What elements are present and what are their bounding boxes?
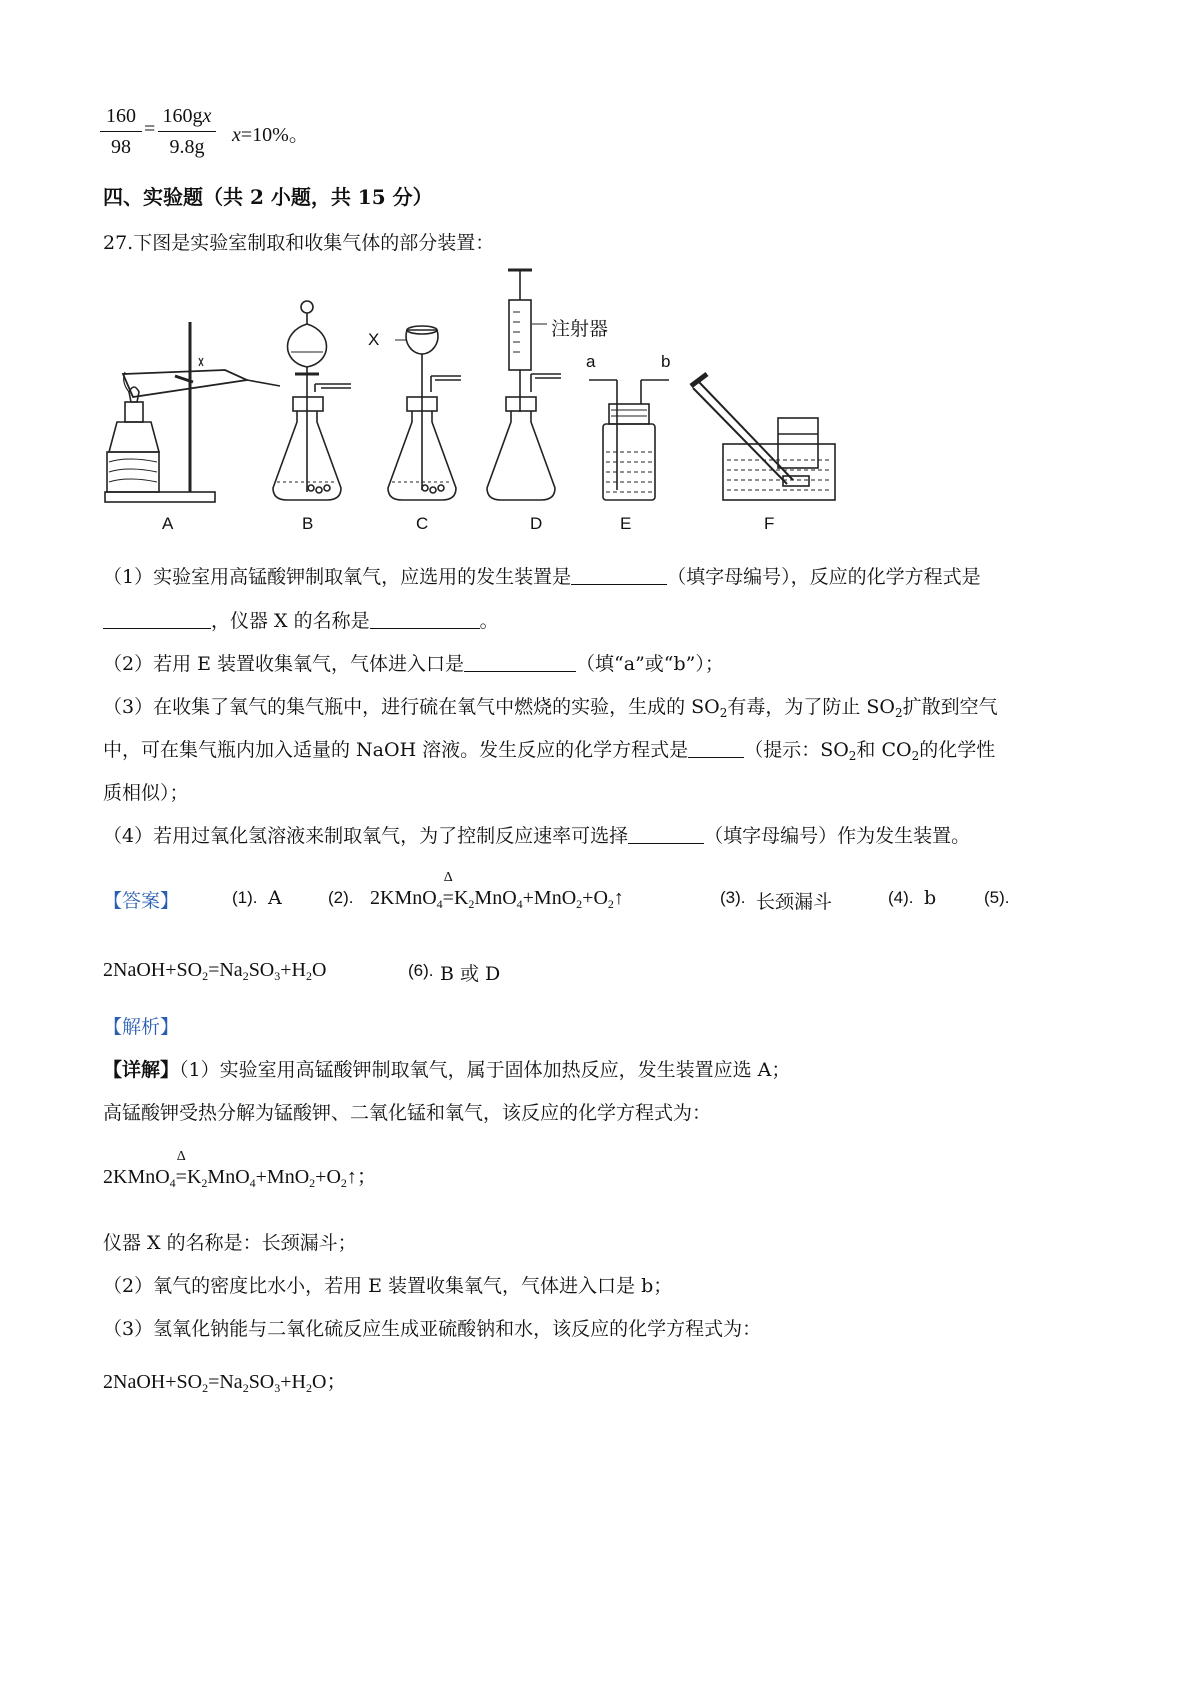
letter-f: F bbox=[764, 514, 775, 533]
section-heading: 四、实验题（共 2 小题，共 15 分） bbox=[103, 185, 433, 209]
question-27-stem: 27.下图是实验室制取和收集气体的部分装置： bbox=[103, 232, 495, 254]
answer-3-number: (3). bbox=[720, 888, 746, 907]
answer-4-value: b bbox=[924, 887, 937, 909]
fraction-numerator-2: 160gx bbox=[162, 105, 212, 127]
answer-6-value: B 或 D bbox=[440, 963, 501, 985]
question-part-1-line1: （1）实验室用高锰酸钾制取氧气，应选用的发生装置是 （填字母编号），反应的化学方程式是 bbox=[103, 566, 981, 588]
question-part-2: （2）若用 E 装置收集氧气，气体进入口是 （填“a”或“b”）； bbox=[103, 653, 724, 675]
fraction-denominator-2: 9.8g bbox=[169, 136, 205, 158]
label-a: a bbox=[586, 352, 596, 371]
answer-4-number: (4). bbox=[888, 888, 914, 907]
fraction-160gx-over-9.8g bbox=[158, 106, 216, 157]
letter-a: A bbox=[162, 514, 174, 533]
label-syringe: 注射器 bbox=[551, 319, 609, 340]
fraction-bar-2 bbox=[158, 131, 216, 132]
fraction-numerator: 160 bbox=[106, 105, 136, 127]
letter-c: C bbox=[416, 514, 429, 533]
answer-blank bbox=[628, 827, 704, 844]
letter-d: D bbox=[530, 514, 543, 533]
analysis-equation-1: 2KMnO$_4$ Δ $=K_2MnO_4+MnO_2+O_2↑$； bbox=[103, 1149, 377, 1190]
question-part-3-line2: 中，可在集气瓶内加入适量的 NaOH 溶液。发生反应的化学方程式是 （提示：$SO_2$和 $CO_2$的化学性 bbox=[103, 739, 996, 763]
apparatus-a-drawing bbox=[105, 322, 280, 502]
answer-1-number: (1). bbox=[232, 888, 258, 907]
apparatus-figure bbox=[95, 262, 875, 552]
answer-blank bbox=[464, 655, 576, 672]
analysis-tag: 【解析】 bbox=[103, 1016, 180, 1038]
letter-e: E bbox=[620, 514, 632, 533]
answer-1-value: A bbox=[268, 887, 282, 909]
question-part-3-line1: （3）在收集了氧气的集气瓶中，进行硫在氧气中燃烧的实验，生成的 $SO_2$有毒，为了防止 $SO_2$扩散到空气 bbox=[103, 696, 998, 720]
analysis-line-5: （2）氧气的密度比水小，若用 E 装置收集氧气，气体进入口是 b； bbox=[103, 1275, 673, 1297]
answer-2-number: (2). bbox=[328, 888, 354, 907]
letter-b: B bbox=[302, 514, 314, 533]
answer-6-number: (6). bbox=[408, 961, 434, 980]
question-part-4: （4）若用过氧化氢溶液来制取氧气，为了控制反应速率可选择 （填字母编号）作为发生装置。 bbox=[103, 825, 971, 847]
answer-blank bbox=[688, 741, 744, 758]
analysis-line-2: 高锰酸钾受热分解为锰酸钾、二氧化锰和氧气，该反应的化学方程式为： bbox=[103, 1102, 712, 1124]
fraction-denominator: 98 bbox=[111, 136, 131, 158]
apparatus-f-drawing bbox=[691, 374, 835, 500]
answer-blank bbox=[103, 612, 211, 629]
x-result: x=10%。 bbox=[232, 124, 309, 146]
fraction-160-over-98 bbox=[100, 106, 142, 157]
answer-blank bbox=[370, 612, 480, 629]
answer-5-number: (5). bbox=[984, 888, 1010, 907]
apparatus-e-drawing bbox=[589, 380, 669, 500]
answer-blank bbox=[571, 568, 667, 585]
answer-tag: 【答案】 bbox=[103, 890, 180, 912]
answer-3-value: 长颈漏斗 bbox=[756, 891, 833, 913]
label-b: b bbox=[661, 352, 671, 371]
analysis-line-4: 仪器 X 的名称是：长颈漏斗； bbox=[103, 1232, 357, 1254]
apparatus-c-drawing bbox=[388, 326, 461, 500]
analysis-line-6: （3）氢氧化钠能与二氧化硫反应生成亚硫酸钠和水，该反应的化学方程式为： bbox=[103, 1318, 762, 1340]
question-part-1-line2: ，仪器 X 的名称是 。 bbox=[103, 606, 499, 633]
equals-sign: = bbox=[144, 118, 156, 140]
apparatus-d-drawing bbox=[487, 270, 561, 500]
question-part-3-line3: 质相似）； bbox=[103, 782, 189, 804]
label-x: X bbox=[368, 330, 380, 349]
analysis-line-1: 【详解】（1）实验室用高锰酸钾制取氧气，属于固体加热反应，发生装置应选 A； bbox=[103, 1059, 791, 1081]
answer-5-equation: $2NaOH+SO_2=Na_2SO_3+H_2O$ bbox=[103, 959, 327, 983]
analysis-equation-2: $2NaOH+SO_2=Na_2SO_3+H_2O$； bbox=[103, 1371, 347, 1395]
fraction-bar bbox=[100, 131, 142, 132]
answer-2-equation: 2KMnO$_4$ Δ $=K_2MnO_4+MnO_2+O_2↑$ bbox=[370, 870, 624, 911]
apparatus-b-drawing bbox=[273, 301, 351, 500]
